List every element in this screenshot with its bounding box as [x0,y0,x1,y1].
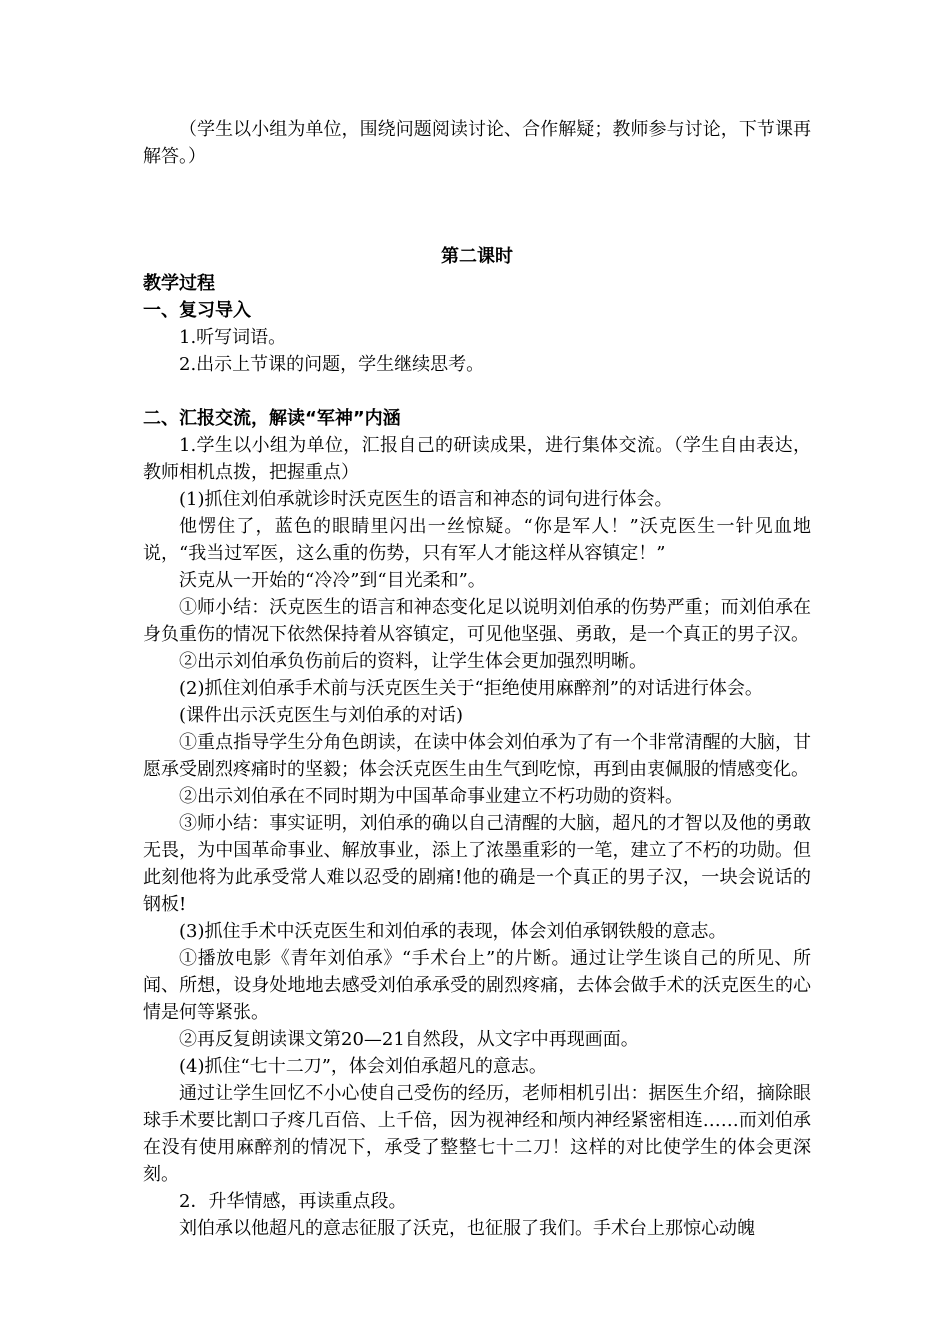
process-heading: 教学过程 [143,273,215,294]
section2-paragraph: 1.学生以小组为单位，汇报自己的研读成果，进行集体交流。（学生自由表达，教师相机点拨，把握重点） [143,435,811,483]
section2-paragraph: (3)抓住手术中沃克医生和刘伯承的表现，体会刘伯承钢铁般的意志。 [179,921,727,942]
section2-paragraph: (1)抓住刘伯承就诊时沃克医生的语言和神态的词句进行体会。 [179,489,673,510]
document-page [143,116,811,1242]
section2-paragraph: 刘伯承以他超凡的意志征服了沃克，也征服了我们。手术台上那惊心动魄 [179,1218,755,1239]
section1-item: 1.听写词语。 [179,327,287,348]
section2-paragraph: ②出示刘伯承负伤前后的资料，让学生体会更加强烈明晰。 [179,651,647,672]
section2-paragraph: ②再反复朗读课文第20—21自然段，从文字中再现画面。 [179,1029,639,1050]
section2-paragraph: 沃克从一开始的“冷冷”到“目光柔和”。 [179,570,486,591]
lesson-title: 第二课时 [441,246,513,267]
spacer [143,170,811,243]
section2-paragraph: ②出示刘伯承在不同时期为中国革命事业建立不朽功勋的资料。 [179,786,683,807]
section2-paragraph: (2)抓住刘伯承手术前与沃克医生关于“拒绝使用麻醉剂”的对话进行体会。 [179,678,763,699]
spacer [143,378,811,405]
section2-paragraph: ③师小结：事实证明，刘伯承的确以自己清醒的大脑，超凡的才智以及他的勇敢无畏，为中国革命事业、解放事业，添上了浓墨重彩的一笔，建立了不朽的功勋。但此刻他将为此承受常人难以忍受的剧痛!他的确是一个真正的男子汉，一块会说话的钢板! [143,813,811,915]
section2-paragraph: 通过让学生回忆不小心使自己受伤的经历，老师相机引出：据医生介绍，摘除眼球手术要比割口子疼几百倍、上千倍，因为视神经和颅内神经紧密相连……而刘伯承在没有使用麻醉剂的情况下，承受了整整七十二刀！这样的对比使学生的体会更深刻。 [143,1083,811,1185]
section2-paragraph: 他愣住了，蓝色的眼睛里闪出一丝惊疑。“你是军人！”沃克医生一针见血地说，“我当过军医，这么重的伤势，只有军人才能这样从容镇定！” [143,516,811,564]
section1-heading: 一、复习导入 [143,300,251,321]
section1-item: 2.出示上节课的问题，学生继续思考。 [179,354,485,375]
section2-paragraph: ①播放电影《青年刘伯承》“手术台上”的片断。通过让学生谈自己的所见、所闻、所想，设身处地地去感受刘伯承承受的剧烈疼痛，去体会做手术的沃克医生的心情是何等紧张。 [143,948,811,1023]
section2-paragraph: (4)抓住“七十二刀”，体会刘伯承超凡的意志。 [179,1056,547,1077]
section2-paragraph: ①师小结：沃克医生的语言和神态变化足以说明刘伯承的伤势严重；而刘伯承在身负重伤的情况下依然保持着从容镇定，可见他坚强、勇敢，是一个真正的男子汉。 [143,597,811,645]
section2-paragraph: ①重点指导学生分角色朗读，在读中体会刘伯承为了有一个非常清醒的大脑，甘愿承受剧烈疼痛时的坚毅；体会沃克医生由生气到吃惊，再到由衷佩服的情感变化。 [143,732,811,780]
section2-heading: 二、汇报交流，解读“军神”内涵 [143,408,401,429]
intro-note: （学生以小组为单位，围绕问题阅读讨论、合作解疑；教师参与讨论，下节课再解答。） [143,119,811,167]
section2-paragraph: 2．升华情感，再读重点段。 [179,1191,407,1212]
section2-paragraph: (课件出示沃克医生与刘伯承的对话) [179,705,464,726]
